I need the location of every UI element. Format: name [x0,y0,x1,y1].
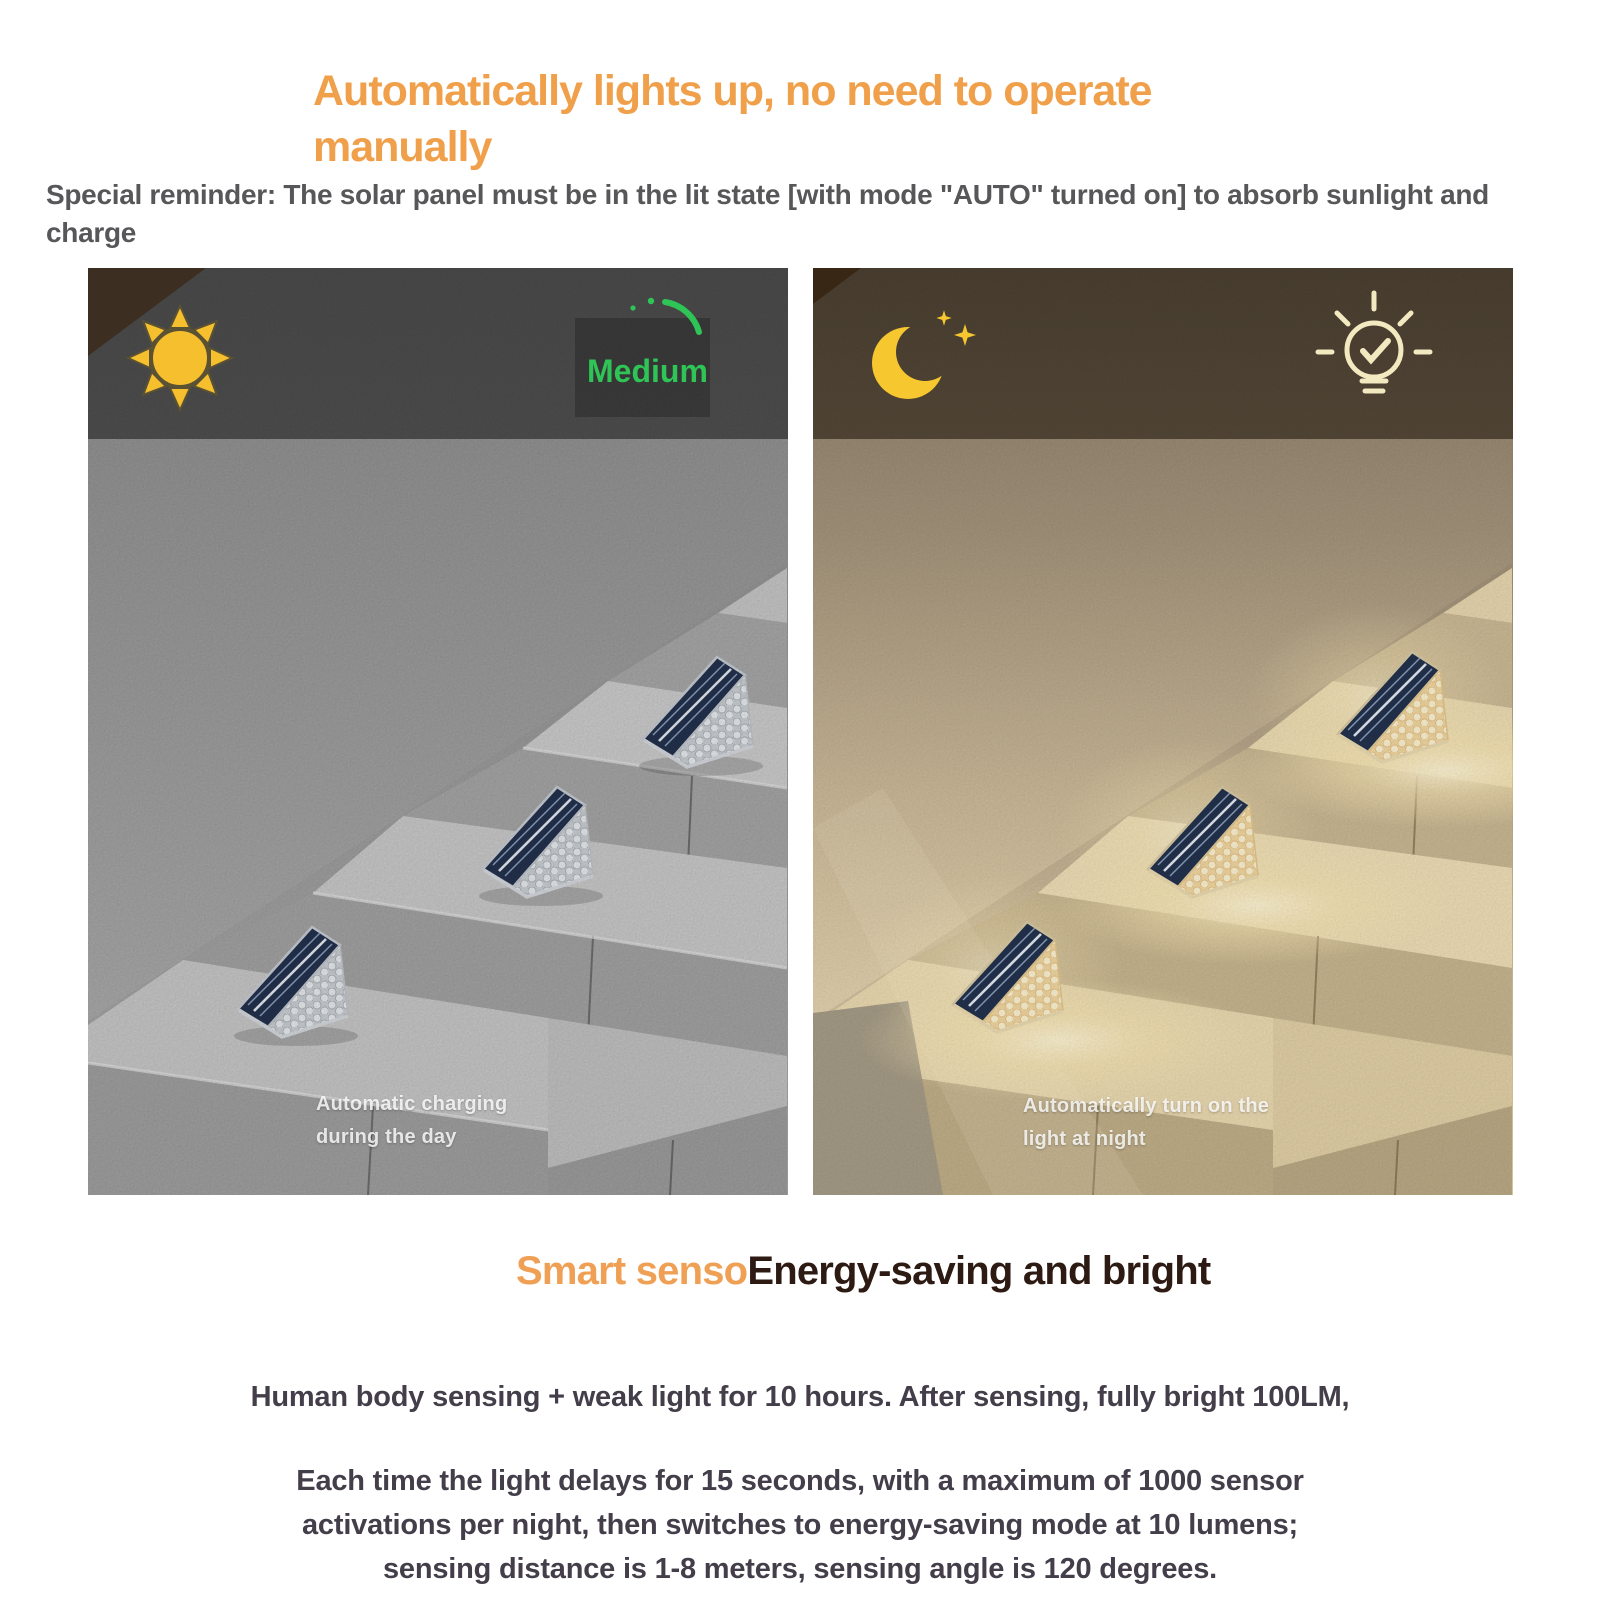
night-caption: Automatically turn on the light at night [1023,1095,1270,1150]
day-caption: Automatic charging during the day [316,1093,508,1148]
feature-subtitle [516,1249,1210,1294]
photo-day-charging [88,268,788,1195]
feature-paragraph-2: Each time the light delays for 15 seconds, with a maximum of 1000 sensor activations per night, then switches to energy-saving mode at 10 lumens; sensing distance is 1-8 meters, sensing angle is 120 degrees. [296,1465,1304,1585]
feature-subtitle-orange: Smart senso [516,1249,748,1293]
page-title [313,63,1213,175]
sun-icon [128,306,232,410]
feature-subtitle-dark: Energy-saving and bright [747,1249,1211,1293]
photo-night-lighting [813,268,1513,1195]
special-reminder-text: Special reminder: The solar panel must be in the lit state [with mode "AUTO" turned on] to absorb sunlight and charge [46,179,1489,248]
gauge-label: Medium [587,353,708,389]
night-stairs-scene [813,268,1513,1195]
day-stairs-scene [88,268,788,1195]
page-title-line1: Automatically lights up, no need to operate [313,66,1152,115]
page-title-line2: manually [313,122,492,171]
feature-paragraph-1: Human body sensing + weak light for 10 hours. After sensing, fully bright 100LM, [250,1381,1350,1413]
